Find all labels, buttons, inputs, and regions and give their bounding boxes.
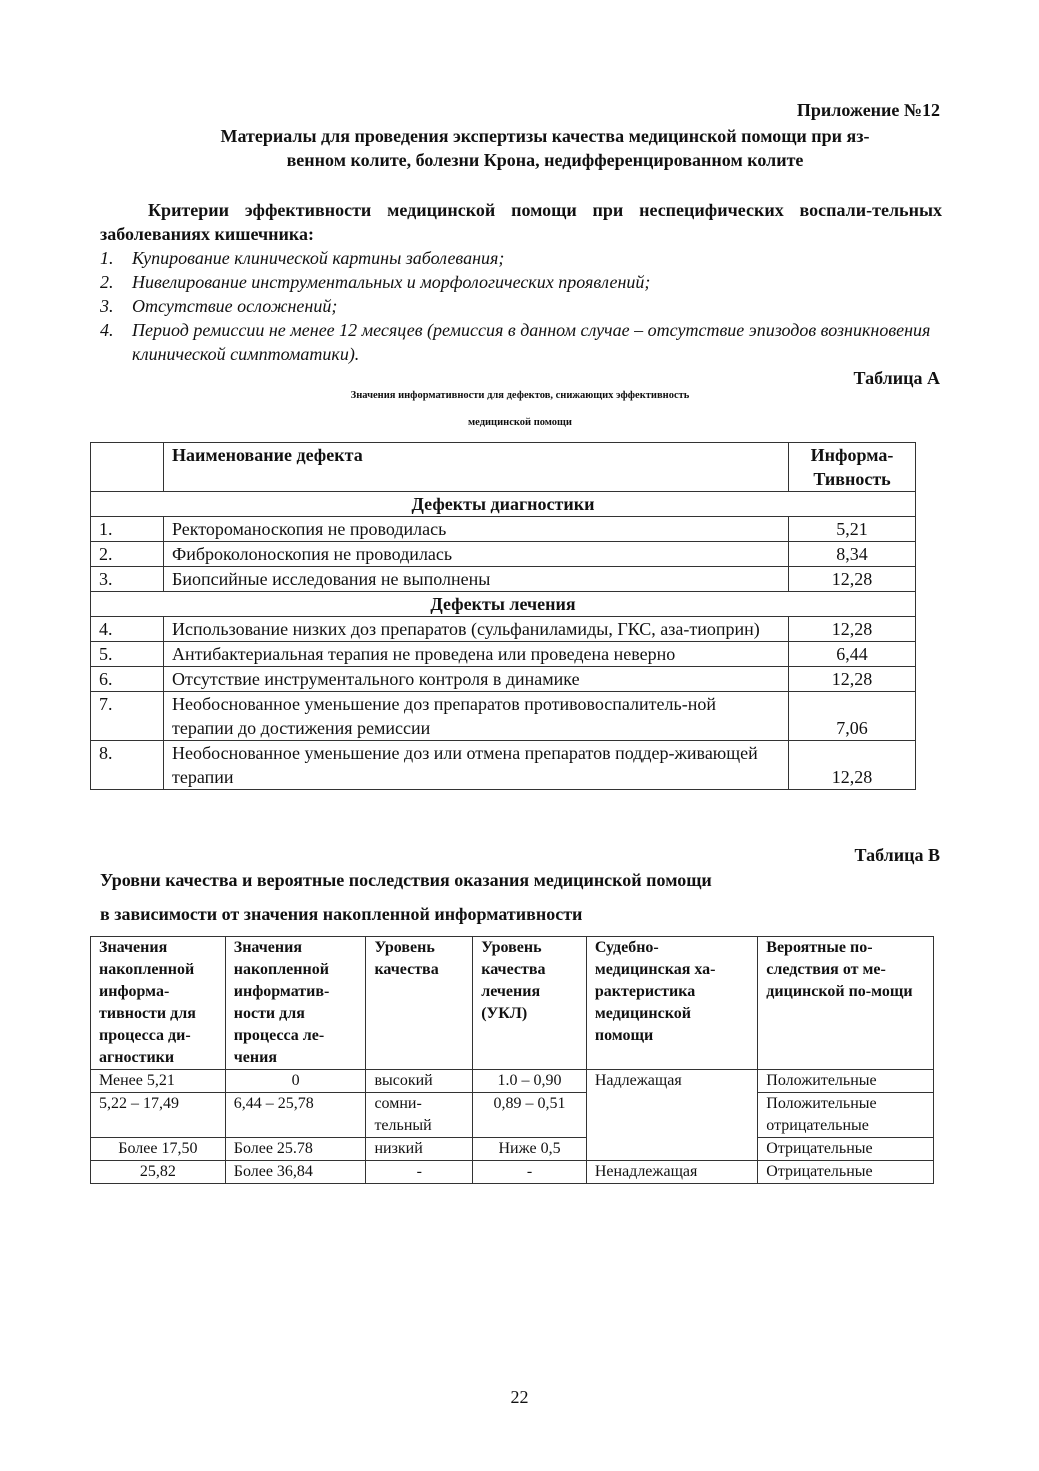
treat-value: Более 25.78 [225, 1138, 366, 1161]
header-outcome: Вероятные по-следствия от ме-дицинской по-мощи [758, 937, 934, 1070]
table-row [91, 692, 916, 741]
header-informativity-line-2: Тивность [813, 469, 891, 489]
list-item-number: 1. [100, 248, 114, 268]
appendix-label: Приложение №12 [796, 100, 940, 120]
table-row [91, 567, 916, 592]
section-diagnostics: Дефекты диагностики [91, 492, 916, 517]
row-number: 6. [91, 667, 164, 692]
criteria-list [100, 246, 942, 366]
forensic-value [586, 1093, 757, 1138]
row-number: 4. [91, 617, 164, 642]
diag-value: 5,22 – 17,49 [91, 1093, 226, 1138]
list-item [100, 294, 942, 318]
criteria-heading-text: Критерии эффективности медицинской помощи при неспецифических воспали-тельных заболеваниях кишечника: [100, 200, 942, 244]
defect-value: 7,06 [789, 692, 916, 741]
table-row [91, 642, 916, 667]
ukl-value: 0,89 – 0,51 [473, 1093, 587, 1138]
diag-value: Менее 5,21 [91, 1070, 226, 1093]
defect-name: Биопсийные исследования не выполнены [164, 567, 789, 592]
title-line-1: Материалы для проведения экспертизы качества медицинской помощи при яз- [220, 126, 870, 146]
table-row [91, 741, 916, 790]
defects-table [90, 442, 916, 790]
defect-value: 12,28 [789, 667, 916, 692]
list-item-number: 4. [100, 320, 114, 340]
table-row [91, 1161, 934, 1184]
defect-name: Отсутствие инструментального контроля в динамике [164, 667, 789, 692]
diag-value: Более 17,50 [91, 1138, 226, 1161]
ukl-value: 1.0 – 0,90 [473, 1070, 587, 1093]
criteria-heading [100, 198, 942, 246]
section-row [91, 592, 916, 617]
page-number: 22 [510, 1387, 529, 1407]
row-number: 2. [91, 542, 164, 567]
row-number: 3. [91, 567, 164, 592]
defect-name: Антибактериальная терапия не проведена или проведена неверно [164, 642, 789, 667]
header-empty-cell [91, 443, 164, 492]
diag-value: 25,82 [91, 1161, 226, 1184]
defect-name: Необоснованное уменьшение доз или отмена препаратов поддер-живающей терапии [164, 741, 789, 790]
list-item [100, 270, 942, 294]
header-informativity [789, 443, 916, 492]
list-item-text: Нивелирование инструментальных и морфологических проявлений; [132, 272, 651, 292]
quality-levels-table [90, 936, 934, 1184]
table-header-row [91, 937, 934, 1070]
ukl-value: Ниже 0,5 [473, 1138, 587, 1161]
outcome-value: Положительные [758, 1070, 934, 1093]
defect-value: 8,34 [789, 542, 916, 567]
table-a-label: Таблица А [853, 368, 940, 388]
ukl-value: - [473, 1161, 587, 1184]
treat-value: 6,44 – 25,78 [225, 1093, 366, 1138]
list-item-number: 2. [100, 272, 114, 292]
table-row [91, 1070, 934, 1093]
table-a-caption-line-1: Значения информативности для дефектов, снижающих эффективность [350, 390, 690, 401]
defect-value: 5,21 [789, 517, 916, 542]
header-treat-value: Значения накопленной информатив-ности для процесса ле-чения [225, 937, 366, 1070]
row-number: 1. [91, 517, 164, 542]
quality-level: низкий [366, 1138, 473, 1161]
defect-value: 12,28 [789, 741, 916, 790]
document-title [150, 124, 940, 172]
defect-name: Использование низких доз препаратов (сульфаниламиды, ГКС, аза-тиоприн) [164, 617, 789, 642]
defect-value: 12,28 [789, 617, 916, 642]
forensic-value: Надлежащая [586, 1070, 757, 1093]
treat-value: 0 [225, 1070, 366, 1093]
list-item-number: 3. [100, 296, 114, 316]
table-header-row [91, 443, 916, 492]
quality-level-text: сомни-тельный [374, 1095, 432, 1134]
outcome-value [758, 1093, 934, 1138]
section-row [91, 492, 916, 517]
defect-value: 12,28 [789, 567, 916, 592]
header-diag-value: Значения накопленной информа-тивности для процесса ди-агностики [91, 937, 226, 1070]
list-item [100, 318, 942, 366]
list-item-text: Отсутствие осложнений; [132, 296, 338, 316]
table-row [91, 1138, 934, 1161]
header-informativity-line-1: Информа- [810, 445, 894, 465]
list-item-text: Период ремиссии не менее 12 месяцев (ремиссия в данном случае – отсутствие эпизодов возникновения клинической симптоматики). [132, 320, 931, 364]
row-number: 5. [91, 642, 164, 667]
table-row [91, 667, 916, 692]
treat-value: Более 36,84 [225, 1161, 366, 1184]
header-quality-level: Уровень качества [366, 937, 473, 1070]
table-row [91, 1093, 934, 1138]
section-treatment: Дефекты лечения [91, 592, 916, 617]
defect-name: Необоснованное уменьшение доз препаратов противовоспалитель-ной терапии до достижения ремиссии [164, 692, 789, 741]
row-number: 8. [91, 741, 164, 790]
table-row [91, 542, 916, 567]
outcome-text: Положительные отрицательные [766, 1095, 877, 1134]
outcome-value: Отрицательные [758, 1161, 934, 1184]
table-b-title-line-2: в зависимости от значения накопленной информативности [100, 904, 583, 924]
row-number: 7. [91, 692, 164, 741]
defect-value: 6,44 [789, 642, 916, 667]
header-forensic: Судебно-медицинская ха-рактеристика медицинской помощи [586, 937, 757, 1070]
title-line-2: венном колите, болезни Крона, недифференцированном колите [286, 150, 804, 170]
quality-level: высокий [366, 1070, 473, 1093]
outcome-value: Отрицательные [758, 1138, 934, 1161]
table-b-title-line-1: Уровни качества и вероятные последствия оказания медицинской помощи [100, 870, 712, 890]
header-ukl: Уровень качества лечения (УКЛ) [473, 937, 587, 1070]
header-defect-name: Наименование дефекта [164, 443, 789, 492]
table-row [91, 517, 916, 542]
forensic-value: Ненадлежащая [586, 1161, 757, 1184]
forensic-value [586, 1138, 757, 1161]
defect-name: Ректороманоскопия не проводилась [164, 517, 789, 542]
list-item [100, 246, 942, 270]
quality-level: - [366, 1161, 473, 1184]
list-item-text: Купирование клинической картины заболевания; [132, 248, 505, 268]
quality-level [366, 1093, 473, 1138]
table-b-label: Таблица В [854, 845, 940, 865]
defect-name: Фиброколоноскопия не проводилась [164, 542, 789, 567]
table-row [91, 617, 916, 642]
table-a-caption-line-2: медицинской помощи [468, 417, 572, 428]
